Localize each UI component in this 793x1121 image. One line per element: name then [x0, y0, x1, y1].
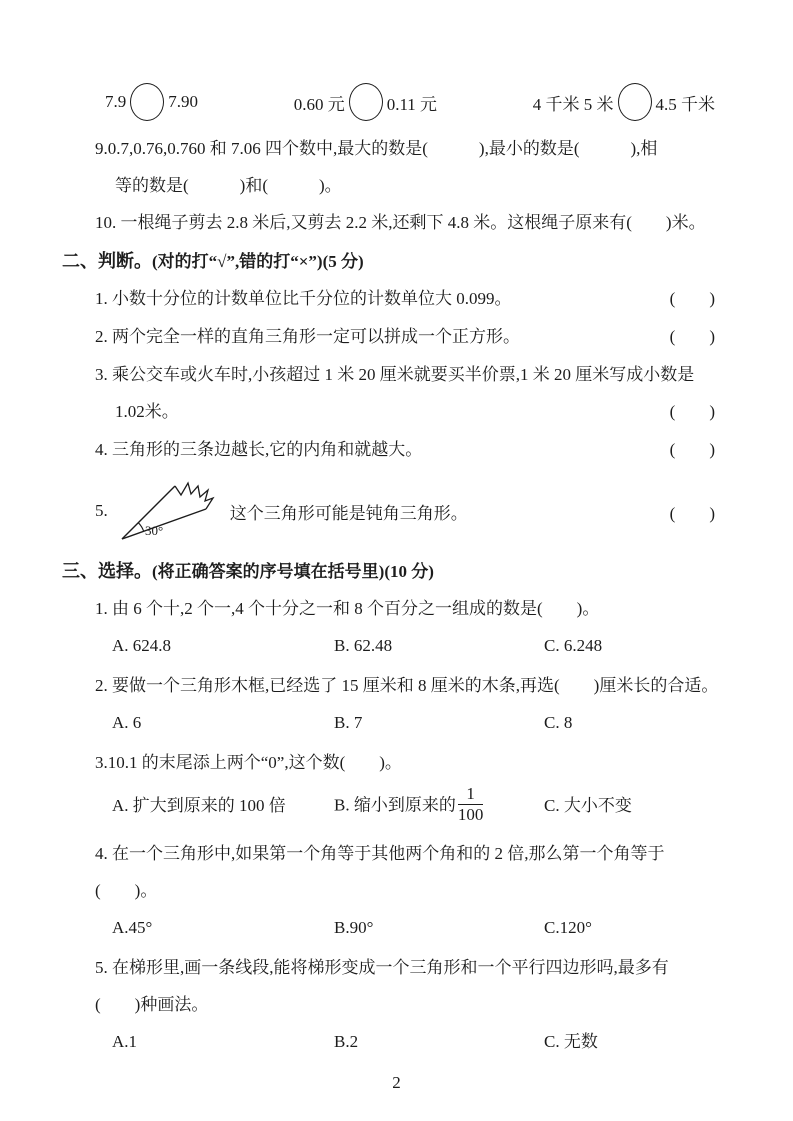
compare-right-value: 4.5 千米 [655, 94, 715, 114]
option-b: B.2 [334, 1032, 359, 1051]
compare-row [62, 82, 715, 122]
option-a: A.1 [112, 1032, 138, 1051]
fill-question-10: 10. 一根绳子剪去 2.8 米后,又剪去 2.2 米,还剩下 4.8 米。这根绳子原来有( )米。 [95, 213, 706, 232]
option-b: B.90° [334, 918, 374, 937]
choice-q1-options [62, 633, 715, 659]
compare-left-value: 4 千米 5 米 [532, 94, 614, 114]
compare-left-value: 7.9 [105, 92, 127, 111]
compare-left-value: 0.60 元 [293, 94, 345, 114]
fraction-numerator: 1 [458, 785, 484, 805]
fraction [458, 785, 484, 824]
judge-section-note: (对的打“√”,错的打“×”)(5 分) [152, 252, 364, 271]
choice-q1-stem: 1. 由 6 个十,2 个一,4 个十分之一和 8 个百分之一组成的数是( )。 [95, 599, 600, 618]
compare-blank-circle [618, 83, 652, 121]
option-c: C.120° [544, 918, 592, 937]
judge-answer-blank: ( ) [669, 402, 715, 421]
judge-section-title: 二、判断。 [62, 251, 152, 271]
fill-question-9-line2: 等的数是( )和( )。 [115, 176, 342, 195]
judge-item-text: 1.02米。 [115, 402, 179, 421]
judge-item-text: 1. 小数十分位的计数单位比千分位的计数单位大 0.099。 [95, 289, 512, 308]
judge-answer-blank: ( ) [669, 503, 715, 523]
angle-label: 30° [144, 523, 163, 538]
judge-item-3-line2 [62, 399, 715, 425]
compare-right-value: 0.11 元 [386, 94, 438, 114]
option-c: C. 无数 [544, 1032, 598, 1051]
judge-item-3-line1: 3. 乘公交车或火车时,小孩超过 1 米 20 厘米就要买半价票,1 米 20 厘米写成小数是 [95, 365, 695, 384]
choice-q4-options [62, 915, 715, 941]
judge-item-text: 这个三角形可能是钝角三角形。 [229, 503, 468, 523]
judge-answer-blank: ( ) [669, 327, 715, 346]
option-b: B. 62.48 [334, 636, 393, 655]
choice-q5-options [62, 1029, 715, 1055]
fill-question-9-line1: 9.0.7,0.76,0.760 和 7.06 四个数中,最大的数是( ),最小的数是( ),相 [95, 139, 658, 158]
choice-q3-stem: 3.10.1 的末尾添上两个“0”,这个数( )。 [95, 753, 402, 772]
judge-item-2 [62, 324, 715, 350]
page-number: 2 [392, 1073, 401, 1092]
choice-section-header [62, 557, 715, 586]
torn-triangle-figure [118, 476, 218, 546]
option-a: A. 扩大到原来的 100 倍 [112, 796, 286, 815]
fraction-denominator: 100 [457, 804, 484, 824]
choice-q4-stem-line2: ( )。 [95, 881, 158, 900]
compare-item [105, 83, 198, 121]
option-a: A.45° [112, 918, 153, 937]
judge-section-header [62, 247, 715, 276]
choice-q5-stem-line2: ( )种画法。 [95, 995, 209, 1014]
judge-item-5 [62, 475, 715, 547]
judge-item-number: 5. [95, 501, 108, 520]
judge-item-text: 4. 三角形的三条边越长,它的内角和就越大。 [95, 440, 423, 459]
choice-q4-stem-line1: 4. 在一个三角形中,如果第一个角等于其他两个角和的 2 倍,那么第一个角等于 [95, 844, 665, 863]
judge-item-1 [62, 286, 715, 312]
judge-answer-blank: ( ) [669, 440, 715, 459]
compare-item [533, 83, 715, 121]
option-c: C. 6.248 [544, 636, 603, 655]
compare-right-value: 7.90 [168, 92, 198, 111]
option-c: C. 8 [544, 713, 573, 732]
option-b: B. 7 [334, 713, 363, 732]
compare-item [294, 83, 437, 121]
choice-q3-options [62, 783, 715, 829]
choice-section-note: (将正确答案的序号填在括号里)(10 分) [152, 562, 434, 581]
choice-q2-options [62, 710, 715, 736]
choice-q2-stem: 2. 要做一个三角形木框,已经选了 15 厘米和 8 厘米的木条,再选( )厘米长的合适。 [95, 676, 719, 695]
choice-section-title: 三、选择。 [62, 561, 152, 581]
compare-blank-circle [349, 83, 383, 121]
judge-item-4 [62, 437, 715, 463]
judge-item-text: 2. 两个完全一样的直角三角形一定可以拼成一个正方形。 [95, 327, 520, 346]
option-a: A. 6 [112, 713, 142, 732]
option-b-text: B. 缩小到原来的 [334, 794, 456, 814]
choice-q5-stem-line1: 5. 在梯形里,画一条线段,能将梯形变成一个三角形和一个平行四边形吗,最多有 [95, 958, 669, 977]
compare-blank-circle [130, 83, 164, 121]
judge-answer-blank: ( ) [669, 289, 715, 308]
option-c: C. 大小不变 [544, 796, 632, 815]
option-a: A. 624.8 [112, 636, 172, 655]
option-b [334, 783, 544, 826]
